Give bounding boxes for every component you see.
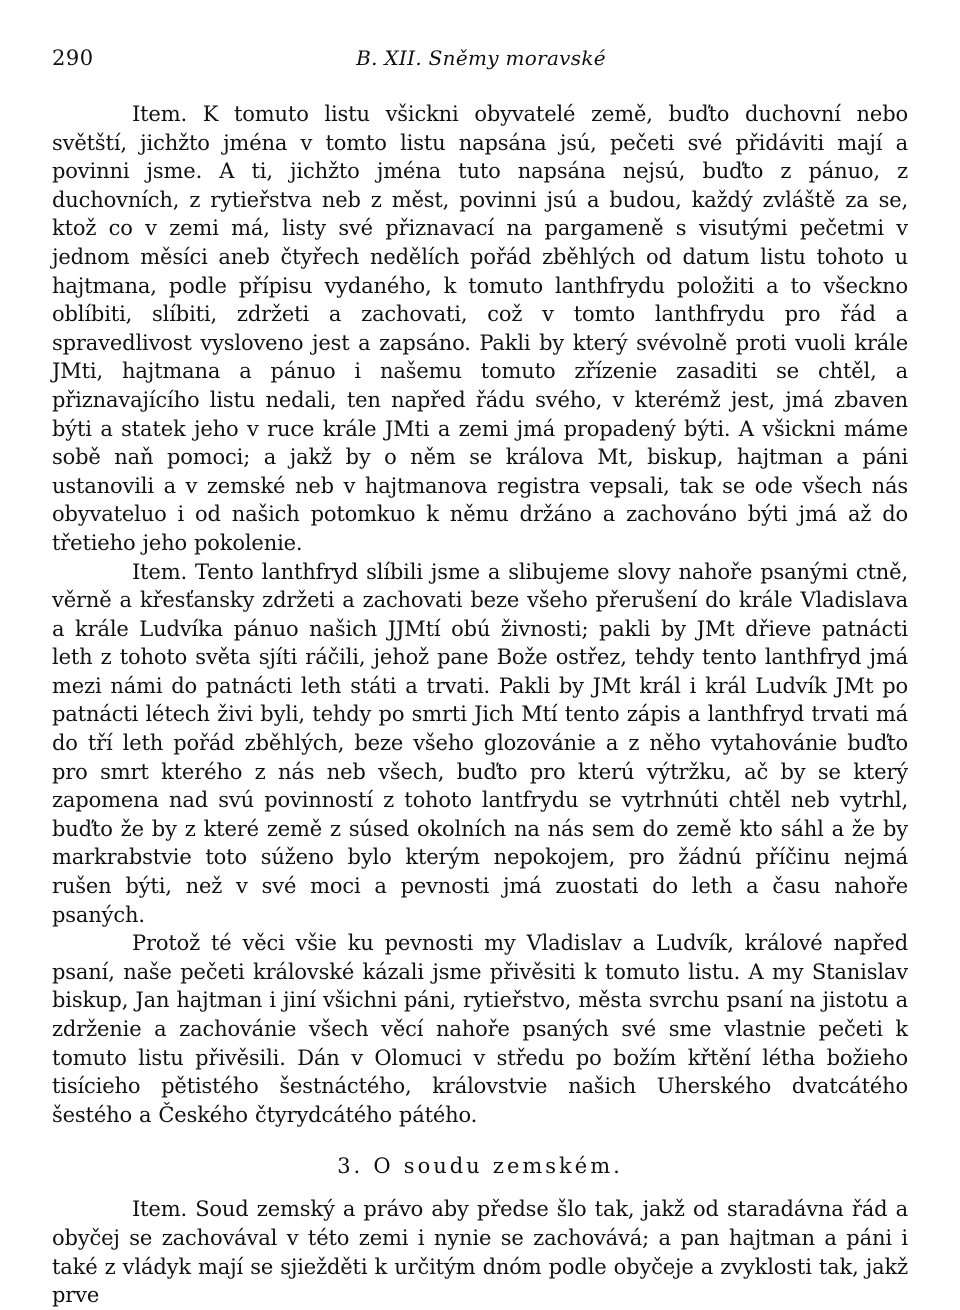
running-title: B. XII. Sněmy moravské	[356, 46, 606, 70]
page-header	[52, 46, 910, 76]
paragraph-land-court: Item. Soud zemský a právo aby předse šlo tak, jakž od staradávna řád a obyčej se zachovával v této zemi i nynie se zachovává; a pan hajtman a páni i také z vládyk mají se sjiežděti k určitým dnóm podle obyčeje a zvyklosti tak, jakž prve	[52, 1197, 908, 1308]
paragraph-conclusion: Protož té věci všie ku pevnosti my Vladislav a Ludvík, králové napřed psaní, naše pečeti královské kázali jsme přivěsiti k tomuto listu. A my Stanislav biskup, Jan hajtman i jiní všichni páni, rytieřstvo, města svrchu psaní na jistotu a zdrženie a zachovánie všech věcí nahoře psaných své sme vlastnie pečeti k tomuto listu přivěsili. Dán v Olomuci v středu po božím křtění létha božieho tisícieho pětistého šestnáctého, královstvie našich Uherského dvatcátého šestého a Českého čtyrydcátého pátého.	[52, 931, 908, 1127]
page-number: 290	[52, 46, 94, 70]
section-heading: 3. O soudu zemském.	[337, 1154, 623, 1179]
paragraph-item-seals: Item. K tomuto listu všickni obyvatelé země, buďto duchovní nebo světští, jichžto jména v tomto listu napsána jsú, pečeti své přidáviti mají a povinni jsme. A ti, jichžto jména tuto napsána nejsú, buďto z pánuo, z duchovních, z rytieřstva neb z měst, povinni jsú a budou, každý zvláště za se, ktož co v zemi má, listy své přiznavací na pargameně s visutými pečetmi v jednom měsíci aneb čtyřech nedělích pořád zběhlých od datum listu tohoto u hajtmana, podle přípisu vydaného, k tomuto lanthfrydu položiti a to všeckno oblíbiti, slíbiti, zdržeti a zachovati, což v tomto lanthfrydu pro řád a spravedlivost vysloveno jest a zapsáno. Pakli by který svévolně proti vuoli krále JMti, hajtmana a pánuo i našemu tomuto zřízenie zasaditi se chtěl, a přiznavajícího listu nedali, ten napřed řádu svého, v kterémž jest, jmá zbaven býti a statek jeho v ruce krále JMti a zemi jmá propadený býti. A všickni máme sobě naň pomoci; a jakž by o něm se králova Mt, biskup, hajtman a páni ustanovili a v zemské neb v hajtmanova registra vepsali, tak se ode všech nás obyvateluo i od našich potomkuo k němu držáno a zachováno býti jmá až do třetieho jeho pokolenie.	[52, 102, 908, 555]
main-text	[52, 100, 908, 1310]
paragraph-item-landfrid: Item. Tento lanthfryd slíbili jsme a slibujeme slovy nahoře psanými ctně, věrně a křesťansky zdržeti a zachovati beze všeho přerušení do krále Vladislava a krále Ludvíka pánuo našich JJMtí obú živnosti; pakli by JMt dřieve patnácti leth z tohoto světa sjíti ráčili, jehož pane Bože ostřez, tehdy tento lanthfryd jmá mezi námi do patnácti leth státi a trvati. Pakli by JMt král i král Ludvík JMt po patnácti létech živi byli, tehdy po smrti Jich Mtí tento zápis a lanthfryd trvati má do tří leth pořád zběhlých, beze všeho glozovánie a z něho vytahovánie buďto pro smrt kterého z nás neb všech, buďto pro kterú výtržku, ač by se který zapomena nad svú povinností z tohoto lantfrydu se vytrhnúti chtěl neb vytrhl, buďto že by z které země z súsed okolních na nás sem do země kto sáhl a že by markrabstvie toto súženo bylo kterým nepokojem, pro žádnú příčinu nejmá rušen býti, než v své moci a pevnosti jmá zuostati do leth a času nahoře psaných.	[52, 559, 908, 927]
